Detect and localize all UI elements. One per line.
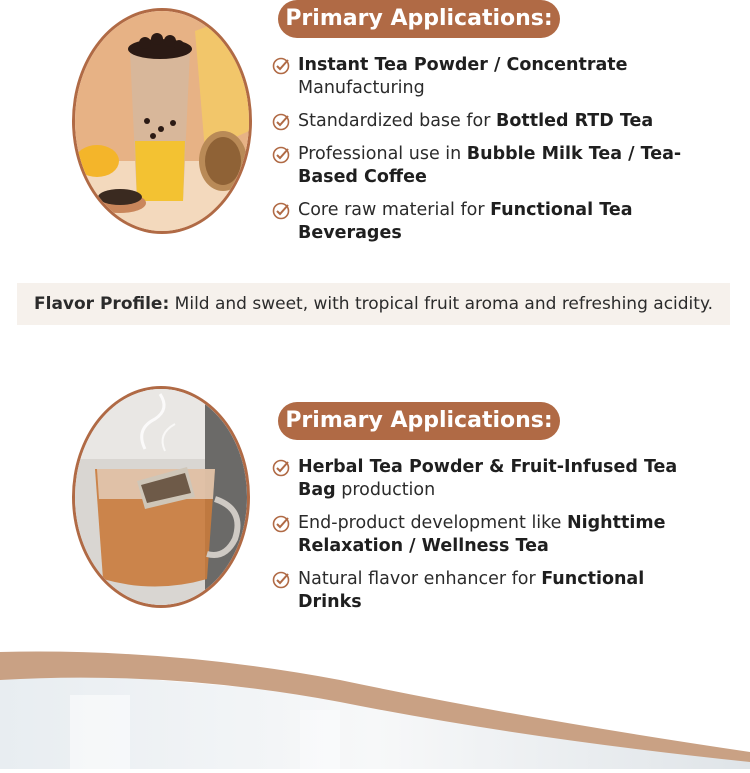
flavor-profile-bar: [17, 283, 730, 325]
item-bold: Instant Tea Powder / Concentrate: [298, 55, 628, 75]
bottom-wave-decoration: [0, 640, 750, 769]
section-tea-applications-2: [0, 380, 750, 620]
check-circle-icon: [272, 57, 290, 75]
item-text: production: [335, 480, 436, 500]
check-circle-icon: [272, 459, 290, 477]
section2-list: [272, 456, 692, 624]
check-circle-icon: [272, 571, 290, 589]
wave-shape: [0, 640, 750, 769]
item-text: Manufacturing: [298, 78, 425, 98]
check-circle-icon: [272, 202, 290, 220]
list-item: [272, 54, 732, 100]
check-circle-icon: [272, 113, 290, 131]
item-bold: Functional Drinks: [298, 569, 645, 612]
item-text: Core raw material for: [298, 200, 491, 220]
list-item: [272, 568, 692, 614]
item-text: Natural flavor enhancer for: [298, 569, 542, 589]
check-circle-icon: [272, 515, 290, 533]
section-tea-applications-1: [0, 0, 750, 260]
item-bold: Herbal Tea Powder & Fruit-Infused Tea Bag: [298, 457, 678, 500]
flavor-text: Mild and sweet, with tropical fruit aroma and refreshing acidity.: [174, 294, 713, 314]
section1-list: [272, 54, 732, 255]
item-bold: Bubble Milk Tea / Tea-Based Coffee: [298, 144, 682, 187]
item-bold: Bottled RTD Tea: [496, 111, 654, 131]
list-item: [272, 199, 732, 245]
bubble-tea-image: [72, 8, 252, 234]
herbal-tea-image: [72, 386, 250, 608]
check-circle-icon: [272, 146, 290, 164]
item-text: Professional use in: [298, 144, 467, 164]
list-item: [272, 110, 732, 133]
list-item: [272, 456, 692, 502]
list-item: [272, 512, 692, 558]
list-item: [272, 143, 732, 189]
item-text: End-product development like: [298, 513, 568, 533]
section1-heading: Primary Applications:: [278, 0, 560, 38]
section2-heading: Primary Applications:: [278, 402, 560, 440]
flavor-label: Flavor Profile:: [34, 294, 170, 314]
item-text: Standardized base for: [298, 111, 497, 131]
item-bold: Functional Tea Beverages: [298, 200, 633, 243]
item-bold: Nighttime Relaxation / Wellness Tea: [298, 513, 666, 556]
